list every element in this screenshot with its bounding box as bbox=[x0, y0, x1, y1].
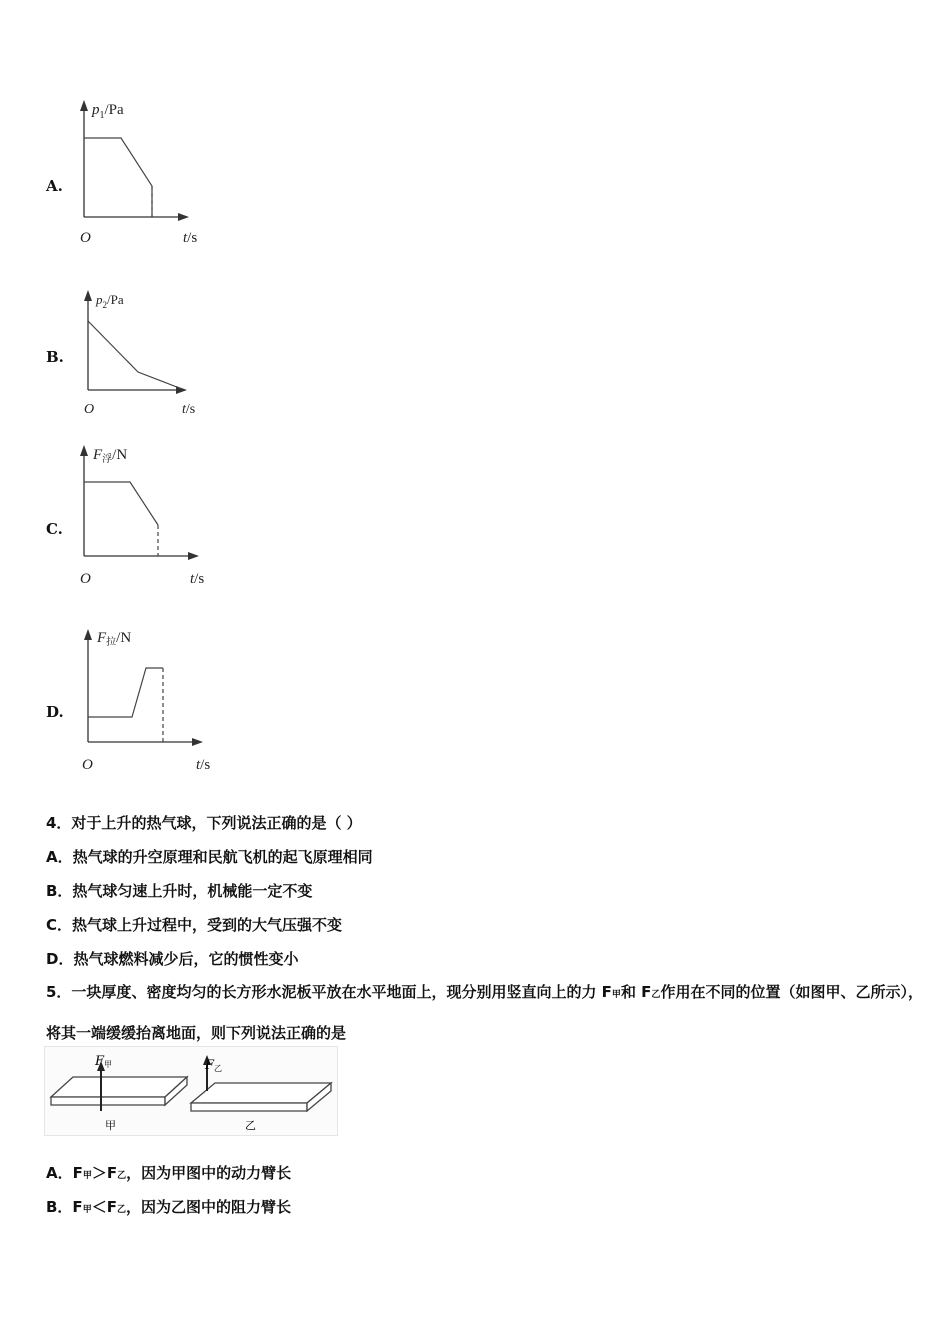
option-c-letter: C. bbox=[46, 520, 63, 538]
q5-figure-force-left: F甲 bbox=[95, 1054, 113, 1069]
option-a-letter: A. bbox=[46, 177, 63, 195]
graph-d-ylabel: $F_拉/N$ bbox=[97, 630, 132, 648]
graph-a bbox=[70, 95, 220, 255]
q5-option-a[interactable]: A．F甲＞F乙，因为甲图中的动力臂长 bbox=[46, 1164, 292, 1182]
q4-option-a[interactable]: A．热气球的升空原理和民航飞机的起飞原理相同 bbox=[46, 848, 373, 866]
graph-a-xlabel: t/s bbox=[183, 230, 198, 246]
graph-d-origin: O bbox=[82, 757, 93, 773]
option-b-letter: B. bbox=[46, 348, 64, 366]
graph-b-origin: O bbox=[84, 402, 95, 417]
q4-stem: 4．对于上升的热气球，下列说法正确的是（ ） bbox=[46, 814, 362, 832]
q5-stem: 5．一块厚度、密度均匀的长方形水泥板平放在水平地面上，现分别用竖直向上的力 F甲和 F乙作用在不同的位置（如图甲、乙所示），将其一端缓缓抬离地面，则下列说法正确的是 bbox=[46, 983, 923, 1042]
graph-a-ylabel: $p_1/Pa$ bbox=[92, 102, 124, 121]
graph-c bbox=[70, 440, 220, 600]
q5-option-b[interactable]: B．F甲＜F乙，因为乙图中的阻力臂长 bbox=[46, 1198, 291, 1216]
q5-figure-force-right: F乙 bbox=[205, 1058, 223, 1073]
q5-figure-caption-right: 乙 bbox=[245, 1119, 256, 1132]
q4-option-b[interactable]: B．热气球匀速上升时，机械能一定不变 bbox=[46, 882, 313, 900]
graph-c-ylabel: $F_浮/N$ bbox=[93, 447, 128, 465]
q4-option-d[interactable]: D．热气球燃料减少后，它的惯性变小 bbox=[46, 950, 299, 968]
graph-a-origin: O bbox=[80, 230, 91, 246]
graph-d bbox=[74, 624, 224, 784]
graph-c-origin: O bbox=[80, 571, 91, 587]
option-d-letter: D. bbox=[46, 703, 64, 721]
q5-figure bbox=[44, 1046, 338, 1136]
graph-b bbox=[74, 285, 224, 425]
graph-b-ylabel: $p_2/Pa$ bbox=[96, 292, 124, 310]
graph-c-xlabel: t/s bbox=[190, 571, 205, 587]
q5-figure-caption-left: 甲 bbox=[105, 1119, 116, 1132]
q4-option-c[interactable]: C．热气球上升过程中，受到的大气压强不变 bbox=[46, 916, 343, 934]
graph-d-xlabel: t/s bbox=[196, 757, 211, 773]
graph-b-xlabel: t/s bbox=[182, 402, 196, 417]
